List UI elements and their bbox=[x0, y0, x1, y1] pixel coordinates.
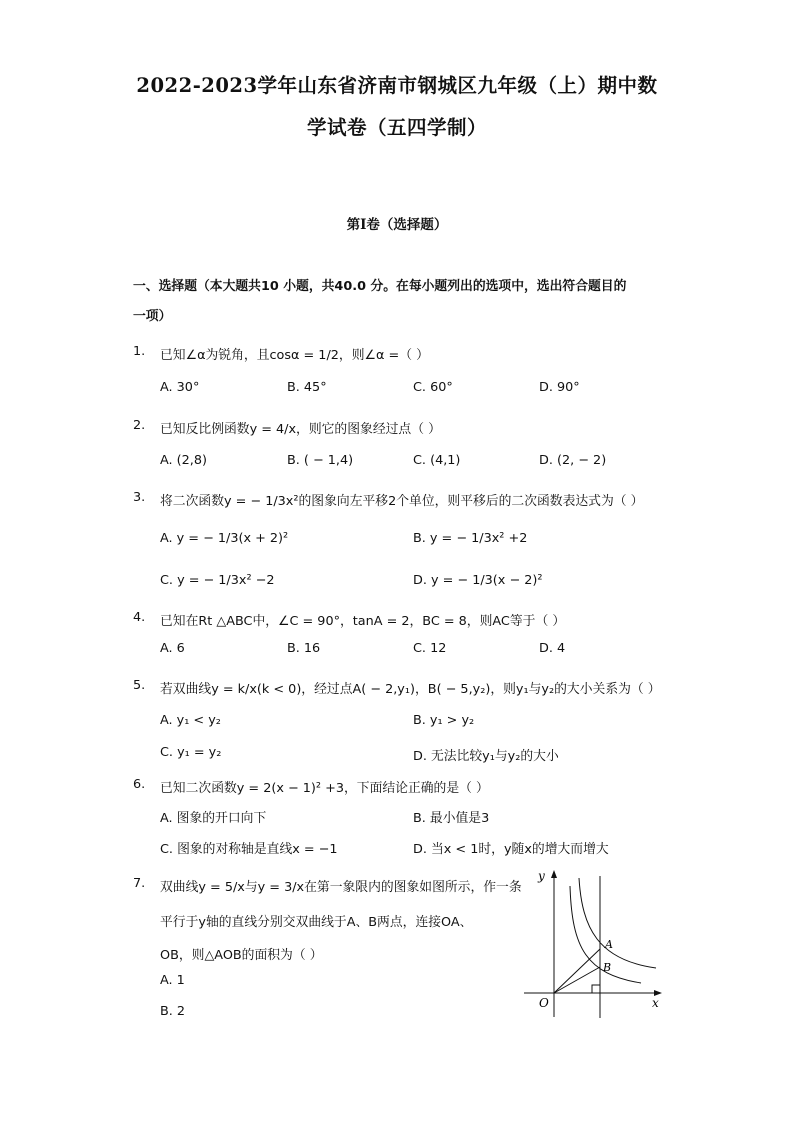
hyperbola-outer bbox=[579, 878, 656, 968]
y-axis-label: y bbox=[538, 869, 545, 883]
question-number: 2. bbox=[133, 418, 146, 433]
point-b-label: B bbox=[603, 961, 612, 974]
question-stem: 已知在Rt △ABC中，∠C = 90°，tanA = 2，BC = 8，则AC等于（ ） bbox=[160, 614, 566, 629]
option-c: C. y₁ = y₂ bbox=[160, 745, 222, 760]
option-b: B. ( − 1,4) bbox=[287, 453, 354, 468]
section-title: 第I卷（选择题） bbox=[346, 217, 448, 233]
question-number: 5. bbox=[133, 678, 146, 693]
question-number: 7. bbox=[133, 876, 146, 891]
part-heading-line1: 一、选择题（本大题共10 小题，共40.0 分。在每小题列出的选项中，选出符合题目的 bbox=[133, 279, 627, 294]
question-number: 1. bbox=[133, 344, 146, 359]
option-b: B. 2 bbox=[160, 1004, 186, 1019]
option-c: C. (4,1) bbox=[413, 453, 461, 468]
question-stem: 已知反比例函数y = 4/x，则它的图象经过点（ ） bbox=[160, 422, 441, 437]
x-axis-label: x bbox=[652, 996, 659, 1010]
origin-label: O bbox=[539, 996, 549, 1010]
right-angle-mark bbox=[592, 985, 600, 993]
point-a-label: A bbox=[605, 938, 613, 951]
question-number: 3. bbox=[133, 490, 146, 505]
option-d: D. 无法比较y₁与y₂的大小 bbox=[413, 749, 559, 764]
question-stem-line3: OB，则△AOB的面积为（ ） bbox=[160, 948, 323, 963]
question-stem: 已知∠α为锐角，且cosα = 1/2，则∠α =（ ） bbox=[160, 348, 429, 363]
option-a: A. (2,8) bbox=[160, 453, 208, 468]
option-c: C. 12 bbox=[413, 641, 447, 656]
option-a: A. y = − 1/3(x + 2)² bbox=[160, 531, 289, 546]
option-a: A. 6 bbox=[160, 641, 185, 656]
question-stem: 已知二次函数y = 2(x − 1)² +3，下面结论正确的是（ ） bbox=[160, 781, 489, 796]
option-b: B. 最小值是3 bbox=[413, 811, 490, 826]
option-c: C. y = − 1/3x² −2 bbox=[160, 573, 275, 588]
exam-title-line2: 学试卷（五四学制） bbox=[306, 116, 487, 139]
exam-title-line1: 2022-2023学年山东省济南市钢城区九年级（上）期中数 bbox=[136, 74, 658, 97]
option-d: D. 当x < 1时，y随x的增大而增大 bbox=[413, 842, 609, 857]
question-stem-line1: 双曲线y = 5/x与y = 3/x在第一象限内的图象如图所示，作一条 bbox=[160, 880, 522, 895]
question-number: 4. bbox=[133, 610, 146, 625]
option-a: A. 1 bbox=[160, 973, 185, 988]
option-c: C. 图象的对称轴是直线x = −1 bbox=[160, 842, 338, 857]
option-a: A. 30° bbox=[160, 380, 200, 395]
option-d: D. 90° bbox=[539, 380, 580, 395]
hyperbola-figure bbox=[520, 868, 668, 1020]
option-b: B. y = − 1/3x² +2 bbox=[413, 531, 528, 546]
option-d: D. (2, − 2) bbox=[539, 453, 607, 468]
option-d: D. 4 bbox=[539, 641, 566, 656]
option-b: B. y₁ > y₂ bbox=[413, 713, 475, 728]
part-heading-line2: 一项） bbox=[133, 309, 172, 324]
option-a: A. 图象的开口向下 bbox=[160, 811, 267, 826]
option-b: B. 16 bbox=[287, 641, 321, 656]
y-axis-arrow bbox=[551, 870, 557, 878]
question-number: 6. bbox=[133, 777, 146, 792]
question-stem: 若双曲线y = k/x(k < 0)，经过点A( − 2,y₁)，B( − 5,y₂)，则y₁与y₂的大小关系为（ ） bbox=[160, 682, 661, 697]
question-stem-line2: 平行于y轴的直线分别交双曲线于A、B两点，连接OA、 bbox=[160, 915, 473, 930]
question-stem: 将二次函数y = − 1/3x²的图象向左平移2个单位，则平移后的二次函数表达式为（ ） bbox=[160, 494, 644, 509]
option-c: C. 60° bbox=[413, 380, 453, 395]
option-a: A. y₁ < y₂ bbox=[160, 713, 221, 728]
option-d: D. y = − 1/3(x − 2)² bbox=[413, 573, 543, 588]
option-b: B. 45° bbox=[287, 380, 327, 395]
